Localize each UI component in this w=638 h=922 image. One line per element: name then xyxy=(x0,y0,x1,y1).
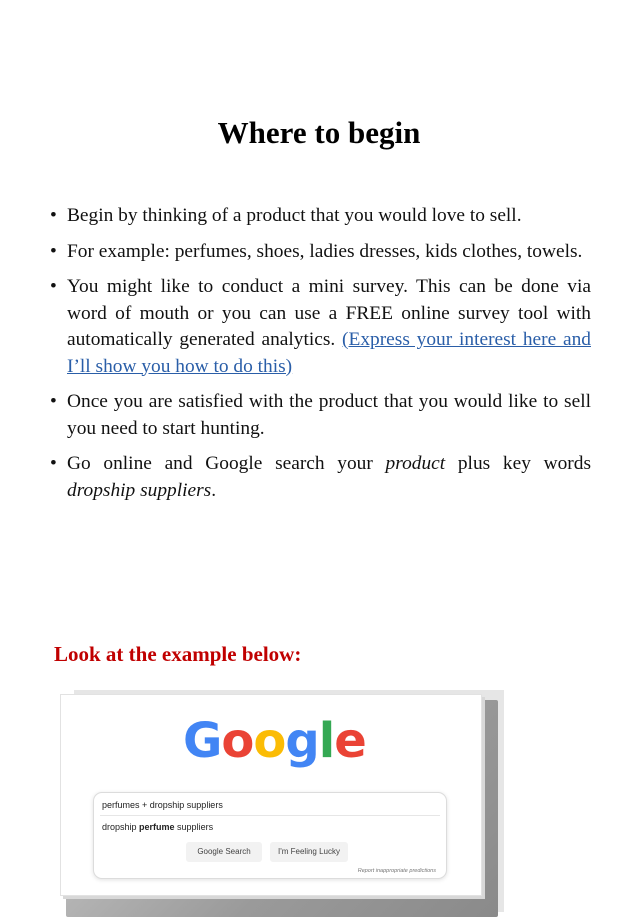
bullet-list xyxy=(48,203,591,513)
example-label: Look at the example below: xyxy=(54,642,302,666)
report-predictions-text: Report inappropriate predictions xyxy=(357,868,436,874)
bullet-icon: • xyxy=(50,453,57,474)
logo-letter: l xyxy=(318,713,335,769)
list-item: • For example: perfumes, shoes, ladies dresses, kids clothes, towels. xyxy=(48,239,591,266)
bullet-icon: • xyxy=(50,391,57,412)
bullet-icon: • xyxy=(50,276,57,297)
divider xyxy=(100,815,440,816)
express-interest-link[interactable]: (Express your interest here and I’ll show you how to do this) xyxy=(67,329,591,377)
bullet-icon: • xyxy=(50,205,57,226)
list-item: • Once you are satisfied with the product that you would like to sell you need to start hunting. xyxy=(50,391,591,439)
logo-letter: G xyxy=(183,713,222,769)
logo-letter: o xyxy=(221,713,254,769)
page-title: Where to begin xyxy=(217,115,421,150)
list-item: • Begin by thinking of a product that you would love to sell. xyxy=(48,203,591,230)
list-item: • Go online and Google search your product plus key words dropship suppliers. xyxy=(50,453,591,501)
logo-letter: g xyxy=(285,713,319,769)
search-suggestion: dropship perfume suppliers xyxy=(102,822,214,832)
google-search-button: Google Search xyxy=(186,842,262,862)
bullet-icon: • xyxy=(50,240,57,262)
google-logo xyxy=(183,713,366,769)
logo-letter: o xyxy=(253,713,286,769)
search-query: perfumes + dropship suppliers xyxy=(102,800,223,810)
logo-letter: e xyxy=(334,713,366,769)
search-box xyxy=(93,792,447,879)
feeling-lucky-button: I'm Feeling Lucky xyxy=(270,842,348,862)
list-item: • You might like to conduct a mini survey. This can be done via word of mouth or you can use a FREE online survey tool with automatically generated analytics. (Express your interest here and I’ll show you how to do this) xyxy=(50,276,591,377)
google-screenshot xyxy=(60,694,482,896)
